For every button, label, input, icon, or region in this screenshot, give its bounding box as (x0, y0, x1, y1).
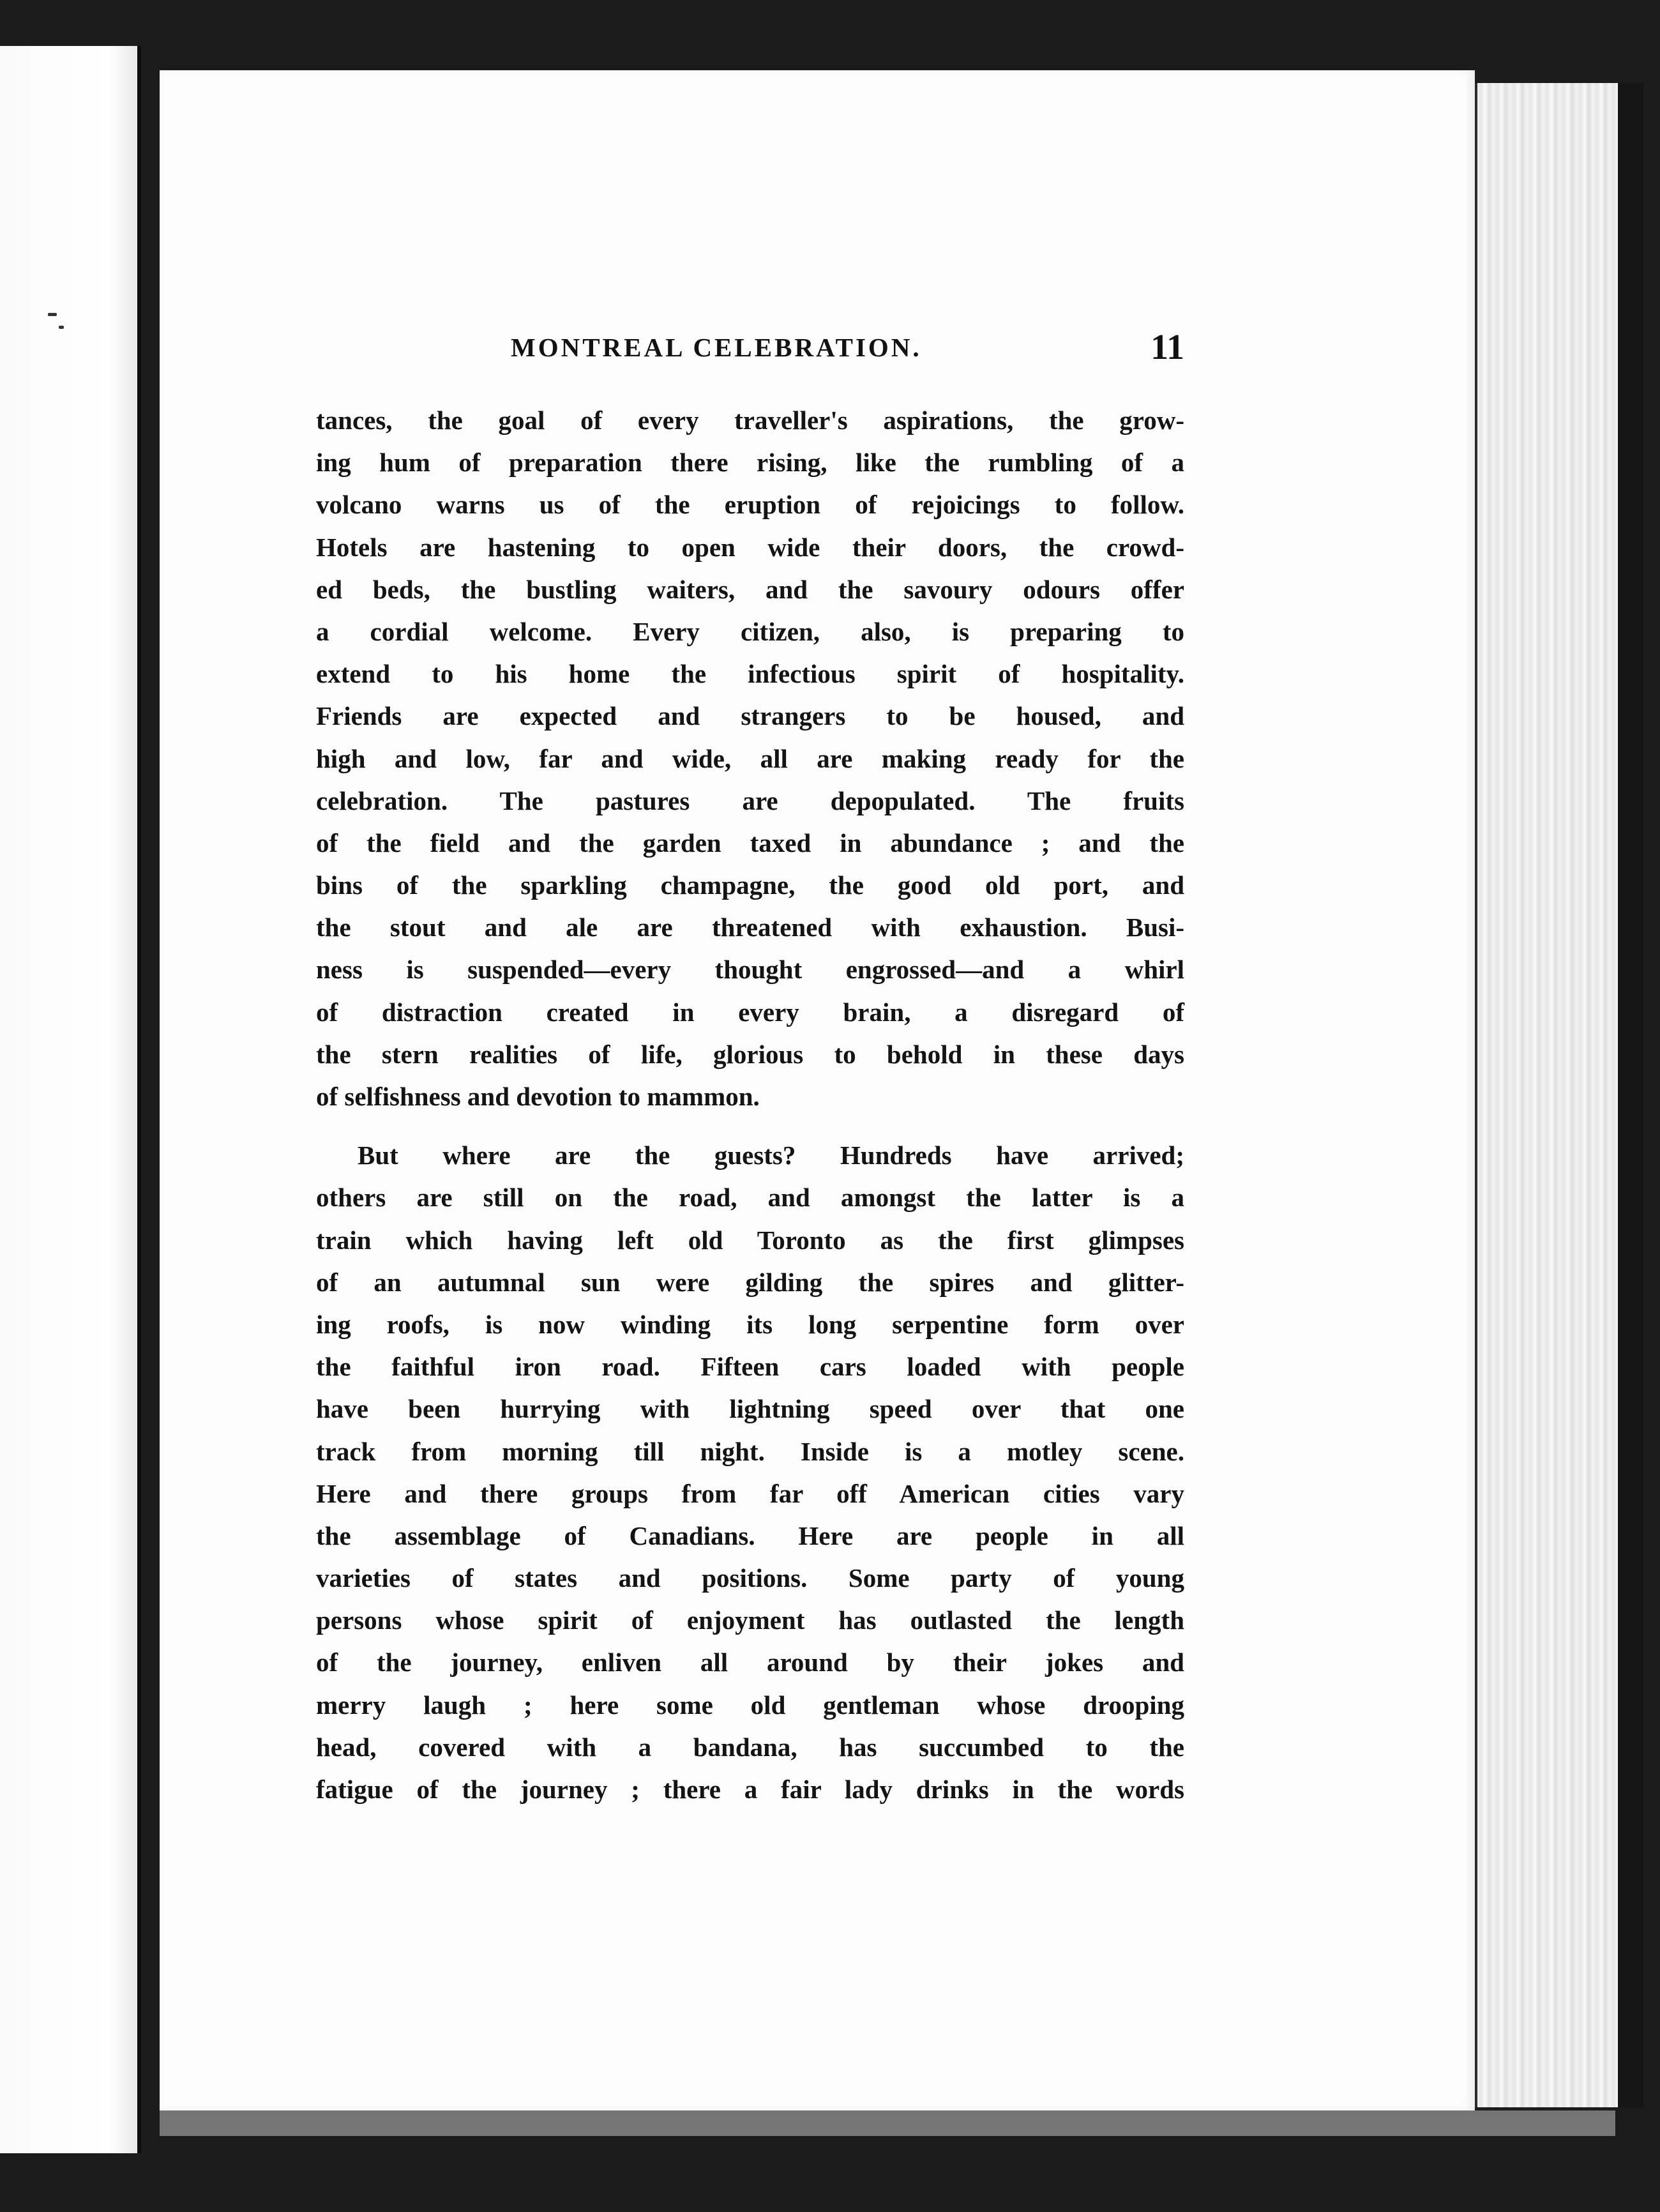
text-line: fatigue of the journey ; there a fair lady drinks in the words (316, 1775, 1184, 1804)
text-line: have been hurrying with lightning speed over that one (316, 1394, 1184, 1424)
text-line: ing roofs, is now winding its long serpentine form over (316, 1309, 1184, 1339)
text-line: track from morning till night. Inside is a motley scene. (316, 1436, 1184, 1466)
running-head (316, 328, 1184, 377)
text-line: persons whose spirit of enjoyment has outlasted the length (316, 1605, 1184, 1635)
text-line: Friends are expected and strangers to be housed, and (316, 701, 1184, 731)
page-edges (1475, 83, 1618, 2107)
ink-speck (48, 313, 57, 316)
text-line: bins of the sparkling champagne, the good old port, and (316, 870, 1184, 900)
text-line: ness is suspended—every thought engrossed—and a whirl (316, 955, 1184, 985)
paragraph (316, 399, 1184, 1117)
text-line: ing hum of preparation there rising, like the rumbling of a (316, 448, 1184, 478)
text-line: tances, the goal of every traveller's aspirations, the grow- (316, 405, 1184, 435)
text-line: merry laugh ; here some old gentleman whose drooping (316, 1690, 1184, 1720)
text-line: the faithful iron road. Fifteen cars loaded with people (316, 1352, 1184, 1382)
text-line: head, covered with a bandana, has succumbed to the (316, 1732, 1184, 1762)
text-line: extend to his home the infectious spirit of hospitality. (316, 659, 1184, 689)
text-line: train which having left old Toronto as the first glimpses (316, 1225, 1184, 1255)
paragraph (316, 1134, 1184, 1810)
body-text (316, 399, 1184, 1810)
text-line: Here and there groups from far off American cities vary (316, 1478, 1184, 1508)
text-line: of distraction created in every brain, a disregard of (316, 997, 1184, 1027)
text-line: of selfishness and devotion to mammon. (316, 1082, 760, 1111)
text-line: celebration. The pastures are depopulated. The fruits (316, 785, 1184, 815)
text-line: varieties of states and positions. Some party of young (316, 1563, 1184, 1593)
text-line: the stout and ale are threatened with exhaustion. Busi- (316, 913, 1184, 943)
text-line: But where are the guests? Hundreds have arrived; (358, 1140, 1184, 1170)
text-line: others are still on the road, and amongst the latter is a (316, 1183, 1184, 1213)
page-bottom-shadow (160, 2110, 1615, 2136)
text-line: volcano warns us of the eruption of rejoicings to follow. (316, 490, 1184, 520)
text-line: a cordial welcome. Every citizen, also, is preparing to (316, 616, 1184, 646)
running-title: MONTREAL CELEBRATION. (511, 333, 922, 362)
text-line: the assemblage of Canadians. Here are people in all (316, 1520, 1184, 1550)
text-line: the stern realities of life, glorious to behold in these days (316, 1039, 1184, 1069)
text-line: high and low, far and wide, all are making ready for the (316, 743, 1184, 773)
text-line: of an autumnal sun were gilding the spires and glitter- (316, 1267, 1184, 1297)
text-line: ed beds, the bustling waiters, and the savoury odours offer (316, 574, 1184, 604)
paragraph-gap (316, 1117, 1184, 1134)
ink-speck (59, 326, 64, 329)
text-line: of the field and the garden taxed in abundance ; and the (316, 828, 1184, 858)
text-line: of the journey, enliven all around by their jokes and (316, 1648, 1184, 1678)
facing-page-edge (0, 46, 141, 2153)
text-line: Hotels are hastening to open wide their doors, the crowd- (316, 532, 1184, 562)
page-number: 11 (1151, 328, 1184, 367)
